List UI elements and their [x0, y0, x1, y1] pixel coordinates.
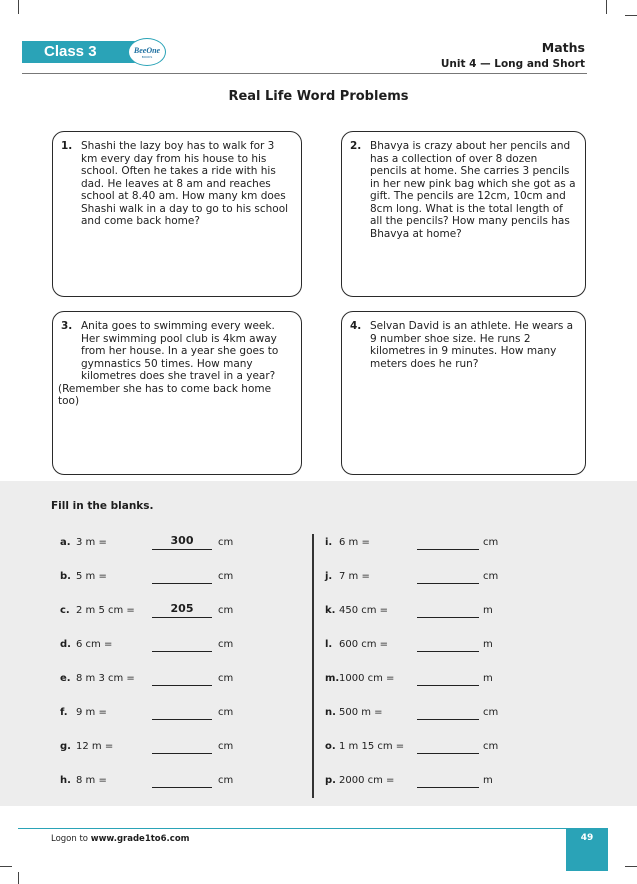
answer-blank[interactable] — [417, 753, 479, 754]
crop-mark-top-left — [18, 0, 19, 14]
answer-blank[interactable] — [417, 583, 479, 584]
problem-box-4 — [341, 311, 586, 475]
blank-item — [60, 707, 310, 723]
crop-mark-bottom-left — [18, 872, 19, 884]
answer-blank[interactable] — [152, 549, 212, 550]
item-unit: cm — [218, 571, 234, 582]
blank-item — [325, 571, 585, 587]
answer-blank[interactable] — [152, 583, 212, 584]
problem-text: Shashi the lazy boy has to walk for 3 km every day from his house to his school. Often he takes a ride with his dad. He leaves at 8 am and reaches school at 8.40 am. How many km does Shashi walk in a day to go to his school and come back home? — [81, 140, 289, 227]
item-question: 3 m = — [76, 537, 107, 548]
blank-item — [325, 673, 585, 689]
footer-text — [51, 834, 190, 844]
blank-item — [60, 673, 310, 689]
problem-box-2 — [341, 131, 586, 297]
item-letter: m. — [325, 673, 340, 684]
item-letter: e. — [60, 673, 71, 684]
answer-blank[interactable] — [152, 617, 212, 618]
blank-item — [325, 605, 585, 621]
answer-blank[interactable] — [417, 549, 479, 550]
item-question: 8 m = — [76, 775, 107, 786]
column-divider — [312, 534, 314, 798]
item-question: 8 m 3 cm = — [76, 673, 135, 684]
item-letter: h. — [60, 775, 71, 786]
blank-item — [325, 707, 585, 723]
item-letter: o. — [325, 741, 336, 752]
item-question: 12 m = — [76, 741, 114, 752]
logo-text: BeeOne — [133, 45, 161, 55]
item-unit: m — [483, 775, 493, 786]
subject-title: Maths — [541, 40, 585, 55]
item-unit: cm — [218, 639, 234, 650]
publisher-logo — [128, 38, 166, 66]
footer-prefix: Logon to — [51, 834, 91, 844]
footer-site-link[interactable]: www.grade1to6.com — [90, 834, 190, 844]
item-unit: cm — [483, 571, 499, 582]
footer-divider — [18, 828, 588, 829]
item-question: 1000 cm = — [339, 673, 395, 684]
item-letter: p. — [325, 775, 336, 786]
logo-subtext: BOOKS — [141, 54, 153, 59]
item-letter: c. — [60, 605, 70, 616]
answer-blank[interactable] — [152, 685, 212, 686]
item-question: 6 cm = — [76, 639, 113, 650]
problem-text: Selvan David is an athlete. He wears a 9 number shoe size. He runs 2 kilometres in 9 minutes. How many meters does he run? — [370, 320, 574, 370]
item-question: 500 m = — [339, 707, 383, 718]
blank-item — [325, 639, 585, 655]
problem-box-3 — [52, 311, 302, 475]
item-unit: cm — [483, 537, 499, 548]
class-label: Class 3 — [44, 43, 97, 60]
fill-heading: Fill in the blanks. — [51, 500, 154, 512]
item-letter: i. — [325, 537, 333, 548]
item-unit: cm — [218, 605, 234, 616]
item-unit: cm — [483, 707, 499, 718]
item-letter: a. — [60, 537, 71, 548]
item-letter: f. — [60, 707, 68, 718]
answer-blank[interactable] — [417, 685, 479, 686]
item-unit: cm — [218, 741, 234, 752]
problem-box-1 — [52, 131, 302, 297]
answer-blank[interactable] — [152, 719, 212, 720]
problem-text: Bhavya is crazy about her pencils and has a collection of over 8 dozen pencils at home. She carries 3 pencils in her new pink bag which she got as a gift. The pencils are 12cm, 10cm and 8cm long. What is the total length of all the pencils? How many pencils has Bhavya at home? — [370, 140, 576, 240]
blank-item — [325, 537, 585, 553]
item-letter: k. — [325, 605, 336, 616]
item-question: 600 cm = — [339, 639, 389, 650]
header-divider — [22, 73, 587, 74]
problem-text: Anita goes to swimming every week. Her swimming pool club is 4km away from her house. In a year she goes to gymnastics 50 times. How many kilometres does she travel in a year? — [81, 320, 279, 382]
unit-title: Unit 4 — Long and Short — [440, 58, 585, 70]
item-letter: b. — [60, 571, 71, 582]
item-unit: m — [483, 605, 493, 616]
crop-mark-left-lower — [0, 866, 12, 867]
page-title: Real Life Word Problems — [228, 89, 409, 104]
item-unit: cm — [483, 741, 499, 752]
blank-item — [60, 775, 310, 791]
item-unit: cm — [218, 537, 234, 548]
blank-item — [60, 534, 310, 553]
crop-mark-right-upper — [625, 15, 637, 16]
answer-blank[interactable] — [417, 787, 479, 788]
blank-item — [60, 639, 310, 655]
blank-item — [325, 775, 585, 791]
item-unit: cm — [218, 775, 234, 786]
item-question: 6 m = — [339, 537, 370, 548]
problem-number: 1. — [61, 140, 73, 152]
problem-number: 2. — [350, 140, 362, 152]
item-unit: cm — [218, 707, 234, 718]
item-letter: d. — [60, 639, 71, 650]
item-letter: n. — [325, 707, 336, 718]
item-question: 5 m = — [76, 571, 107, 582]
item-letter: g. — [60, 741, 71, 752]
blank-item — [325, 741, 585, 757]
crop-mark-right-lower — [625, 866, 637, 867]
answer-blank[interactable] — [152, 753, 212, 754]
page-number: 49 — [580, 833, 594, 843]
item-question: 7 m = — [339, 571, 370, 582]
item-unit: cm — [218, 673, 234, 684]
answer-blank[interactable] — [152, 787, 212, 788]
blank-item — [60, 602, 310, 621]
crop-mark-top-right — [606, 0, 607, 14]
answer-value: 205 — [170, 602, 194, 615]
item-unit: m — [483, 673, 493, 684]
item-unit: m — [483, 639, 493, 650]
answer-value: 300 — [170, 534, 194, 547]
item-letter: j. — [325, 571, 333, 582]
item-question: 1 m 15 cm = — [339, 741, 405, 752]
problem-number: 4. — [350, 320, 362, 332]
item-question: 9 m = — [76, 707, 107, 718]
answer-blank[interactable] — [152, 651, 212, 652]
problem-number: 3. — [61, 320, 73, 332]
item-question: 2 m 5 cm = — [76, 605, 135, 616]
answer-blank[interactable] — [417, 651, 479, 652]
blank-item — [60, 571, 310, 587]
item-letter: l. — [325, 639, 333, 650]
problem-note: (Remember she has to come back home too) — [58, 382, 272, 407]
item-question: 2000 cm = — [339, 775, 395, 786]
blank-item — [60, 741, 310, 757]
item-question: 450 cm = — [339, 605, 389, 616]
answer-blank[interactable] — [417, 617, 479, 618]
answer-blank[interactable] — [417, 719, 479, 720]
